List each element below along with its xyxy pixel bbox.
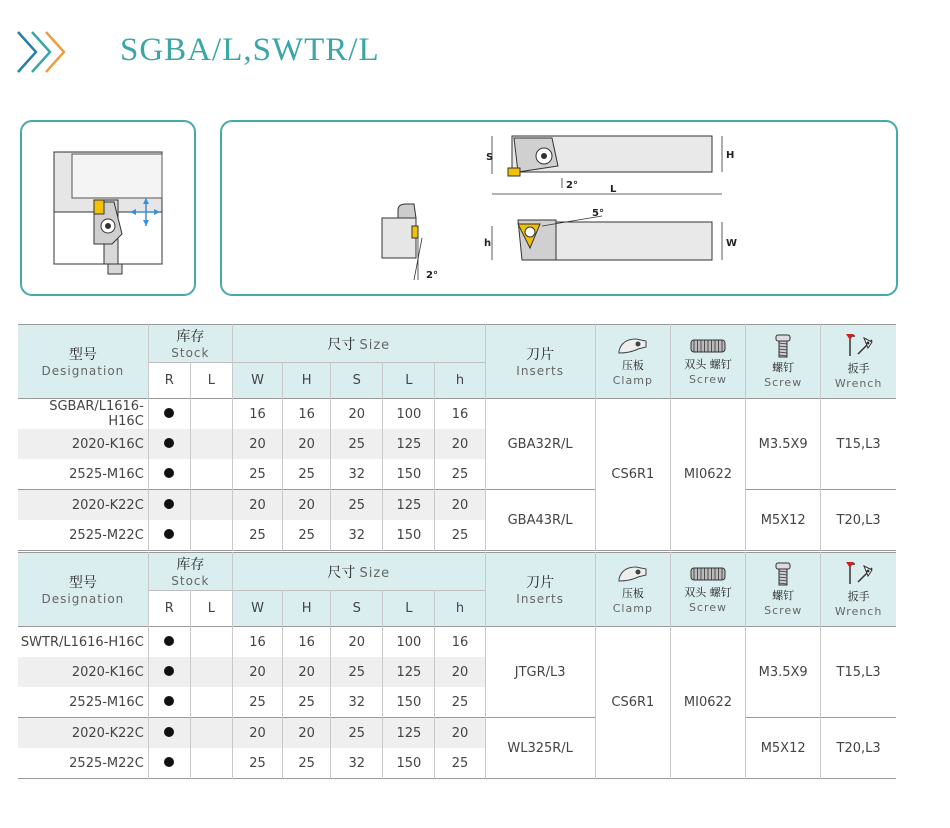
in-stock-dot [164, 529, 174, 539]
col-header: L [383, 591, 435, 627]
double-screw-icon [688, 336, 728, 356]
designation-cn: 型号 [68, 575, 97, 591]
inserts-cell: JTGR/L3 [485, 627, 595, 718]
clamp-icon [616, 563, 650, 585]
size-L-cell: 100 [383, 399, 435, 430]
dim-label: 2° [426, 270, 438, 281]
size-S-cell: 25 [331, 429, 383, 459]
spec-table-sgba [18, 324, 896, 551]
col-header: W [232, 363, 282, 399]
size-h-cell: 25 [435, 748, 485, 779]
size-W-cell: 25 [232, 459, 282, 490]
col-header: S [331, 363, 383, 399]
inserts-cell: GBA32R/L [485, 399, 595, 490]
size-W-cell: 20 [232, 429, 282, 459]
inserts-header [485, 553, 595, 627]
wrench-icon [842, 560, 876, 588]
designation-cell: 2525-M22C [18, 520, 148, 551]
stock-en: Stock [171, 574, 210, 588]
col-header: L [190, 363, 232, 399]
page-header [14, 22, 614, 82]
clamp-cell: CS6R1 [595, 399, 670, 551]
designation-cell: 2020-K16C [18, 429, 148, 459]
screw-cell: M3.5X9 [746, 627, 821, 718]
clamp-header: 压板 Clamp [595, 325, 670, 399]
size-h-cell: 20 [435, 657, 485, 687]
size-H-cell: 25 [283, 459, 331, 490]
designation-header [18, 325, 148, 399]
col-header: L [190, 591, 232, 627]
spec-table-swtr [18, 552, 896, 779]
size-S-cell: 20 [331, 399, 383, 430]
size-h-cell: 20 [435, 718, 485, 749]
in-stock-dot [164, 696, 174, 706]
stock-l-cell [190, 399, 232, 430]
size-S-cell: 32 [331, 459, 383, 490]
in-stock-dot [164, 636, 174, 646]
inserts-cn: 刀片 [526, 575, 555, 591]
stock-r-cell [148, 627, 190, 658]
designation-cell: 2020-K22C [18, 718, 148, 749]
in-stock-dot [164, 757, 174, 767]
triple-chevron-icon [14, 28, 74, 76]
dim-label: H [726, 150, 735, 161]
size-S-cell: 25 [331, 718, 383, 749]
wrench-header: 扳手 Wrench [821, 553, 896, 627]
stock-en: Stock [171, 346, 210, 360]
dim-label: S [486, 152, 494, 163]
col-header: h [435, 363, 485, 399]
col-header: W [232, 591, 282, 627]
screw-cell: M3.5X9 [746, 399, 821, 490]
screw2-cell: MI0622 [670, 399, 745, 551]
designation-cell: 2525-M16C [18, 459, 148, 490]
col-header: S [331, 591, 383, 627]
clamp-cell: CS6R1 [595, 627, 670, 779]
stock-l-cell [190, 429, 232, 459]
designation-header [18, 553, 148, 627]
screw-icon [772, 561, 794, 587]
size-L-cell: 125 [383, 657, 435, 687]
screw-cell: M5X12 [746, 490, 821, 551]
size-header: 尺寸 Size [232, 325, 485, 363]
designation-cell: 2020-K16C [18, 657, 148, 687]
designation-en: Designation [41, 592, 125, 606]
inserts-header [485, 325, 595, 399]
size-H-cell: 25 [283, 687, 331, 718]
stock-r-cell [148, 429, 190, 459]
stock-l-cell [190, 490, 232, 521]
stock-r-cell [148, 748, 190, 779]
size-L-cell: 150 [383, 687, 435, 718]
size-h-cell: 25 [435, 687, 485, 718]
designation-cell: 2525-M16C [18, 687, 148, 718]
stock-l-cell [190, 687, 232, 718]
inserts-cn: 刀片 [526, 347, 555, 363]
stock-r-cell [148, 657, 190, 687]
col-header: R [148, 363, 190, 399]
designation-en: Designation [41, 364, 125, 378]
stock-l-cell [190, 627, 232, 658]
size-S-cell: 20 [331, 627, 383, 658]
screw-header: 螺钉 Screw [746, 553, 821, 627]
dimension-drawing-panel [220, 120, 898, 296]
dim-label: 5° [592, 208, 604, 219]
stock-l-cell [190, 520, 232, 551]
stock-r-cell [148, 718, 190, 749]
size-h-cell: 16 [435, 399, 485, 430]
in-stock-dot [164, 438, 174, 448]
designation-cn: 型号 [68, 347, 97, 363]
size-S-cell: 32 [331, 748, 383, 779]
size-W-cell: 20 [232, 718, 282, 749]
stock-l-cell [190, 748, 232, 779]
size-H-cell: 20 [283, 490, 331, 521]
inserts-cell: WL325R/L [485, 718, 595, 779]
size-header: 尺寸 Size [232, 553, 485, 591]
in-stock-dot [164, 408, 174, 418]
size-L-cell: 125 [383, 490, 435, 521]
wrench-icon [842, 332, 876, 360]
col-header: L [383, 363, 435, 399]
designation-cell: 2525-M22C [18, 748, 148, 779]
stock-l-cell [190, 718, 232, 749]
size-L-cell: 100 [383, 627, 435, 658]
clamp-icon [616, 335, 650, 357]
table-row [18, 718, 896, 749]
clamp-header: 压板 Clamp [595, 553, 670, 627]
in-stock-dot [164, 468, 174, 478]
table-row [18, 627, 896, 658]
size-S-cell: 32 [331, 520, 383, 551]
wrench-header: 扳手 Wrench [821, 325, 896, 399]
stock-header [148, 325, 232, 363]
size-h-cell: 20 [435, 490, 485, 521]
screw-header: 螺钉 Screw [746, 325, 821, 399]
designation-cell: SWTR/L1616-H16C [18, 627, 148, 658]
size-W-cell: 20 [232, 657, 282, 687]
size-W-cell: 16 [232, 627, 282, 658]
col-header: H [283, 363, 331, 399]
size-H-cell: 20 [283, 657, 331, 687]
size-W-cell: 20 [232, 490, 282, 521]
size-W-cell: 25 [232, 520, 282, 551]
stock-r-cell [148, 520, 190, 551]
size-h-cell: 25 [435, 459, 485, 490]
size-H-cell: 16 [283, 627, 331, 658]
screw-icon [772, 333, 794, 359]
double-screw-icon [688, 564, 728, 584]
dim-label: L [610, 184, 617, 195]
stock-header [148, 553, 232, 591]
size-L-cell: 125 [383, 718, 435, 749]
col-header: h [435, 591, 485, 627]
size-W-cell: 25 [232, 687, 282, 718]
inserts-en: Inserts [516, 364, 564, 378]
size-H-cell: 20 [283, 718, 331, 749]
stock-cn: 库存 [176, 329, 205, 345]
size-W-cell: 16 [232, 399, 282, 430]
size-W-cell: 25 [232, 748, 282, 779]
size-H-cell: 25 [283, 748, 331, 779]
size-L-cell: 150 [383, 520, 435, 551]
size-S-cell: 25 [331, 490, 383, 521]
inserts-cell: GBA43R/L [485, 490, 595, 551]
wrench-cell: T20,L3 [821, 490, 896, 551]
stock-l-cell [190, 459, 232, 490]
screw2-cell: MI0622 [670, 627, 745, 779]
tool-dimension-drawing [222, 122, 896, 294]
screw-cell: M5X12 [746, 718, 821, 779]
stock-l-cell [190, 657, 232, 687]
size-h-cell: 25 [435, 520, 485, 551]
size-H-cell: 25 [283, 520, 331, 551]
dim-label: W [726, 238, 738, 249]
stock-r-cell [148, 459, 190, 490]
stock-r-cell [148, 687, 190, 718]
size-H-cell: 16 [283, 399, 331, 430]
dim-label: h [484, 238, 492, 249]
in-stock-dot [164, 499, 174, 509]
col-header: R [148, 591, 190, 627]
wrench-cell: T15,L3 [821, 399, 896, 490]
in-stock-dot [164, 666, 174, 676]
dim-label: 2° [566, 180, 578, 191]
wrench-cell: T20,L3 [821, 718, 896, 779]
table-row [18, 399, 896, 430]
stock-r-cell [148, 399, 190, 430]
size-L-cell: 150 [383, 459, 435, 490]
grooving-application-illustration [22, 122, 194, 294]
screw2-header: 双头 螺钉 Screw [670, 325, 745, 399]
in-stock-dot [164, 727, 174, 737]
size-h-cell: 20 [435, 429, 485, 459]
designation-cell: SGBAR/L1616-H16C [18, 399, 148, 430]
size-S-cell: 32 [331, 687, 383, 718]
designation-cell: 2020-K22C [18, 490, 148, 521]
size-L-cell: 125 [383, 429, 435, 459]
size-h-cell: 16 [435, 627, 485, 658]
table-row [18, 490, 896, 521]
wrench-cell: T15,L3 [821, 627, 896, 718]
col-header: H [283, 591, 331, 627]
page-title: SGBA/L,SWTR/L [120, 32, 380, 68]
size-L-cell: 150 [383, 748, 435, 779]
stock-r-cell [148, 490, 190, 521]
screw2-header: 双头 螺钉 Screw [670, 553, 745, 627]
size-H-cell: 20 [283, 429, 331, 459]
size-S-cell: 25 [331, 657, 383, 687]
stock-cn: 库存 [176, 557, 205, 573]
inserts-en: Inserts [516, 592, 564, 606]
application-illustration-panel [20, 120, 196, 296]
